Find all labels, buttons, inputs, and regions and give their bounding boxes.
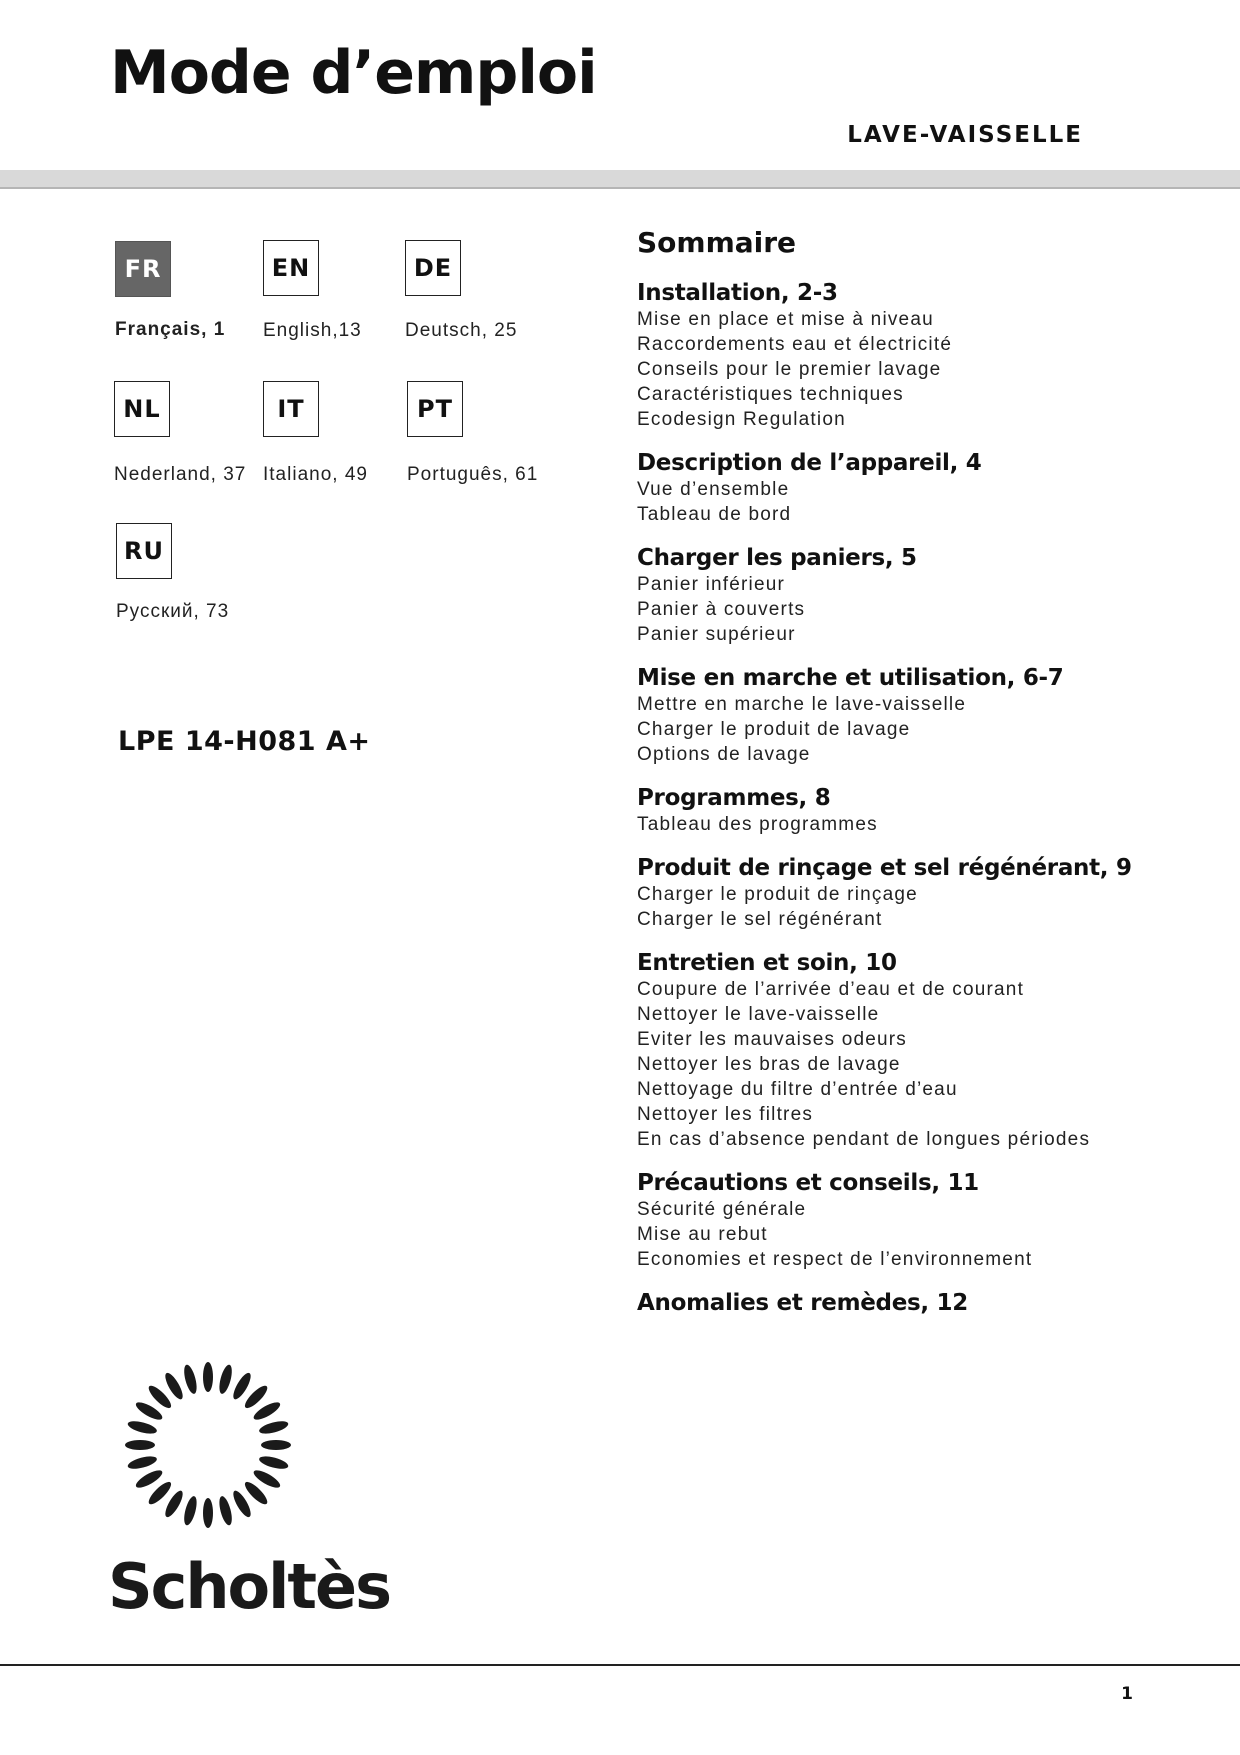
toc-title: Sommaire (637, 226, 797, 259)
sun-ray (258, 1454, 290, 1471)
toc-item: Eviter les mauvaises odeurs (637, 1029, 908, 1050)
toc-heading[interactable]: Description de l’appareil, 4 (637, 450, 982, 476)
lang-code: RU (116, 523, 172, 579)
toc-heading[interactable]: Produit de rinçage et sel régénérant, 9 (637, 855, 1132, 881)
toc-section (637, 544, 1197, 647)
sun-ray (217, 1364, 234, 1396)
toc-heading[interactable]: Précautions et conseils, 11 (637, 1170, 979, 1196)
toc-item: Sécurité générale (637, 1199, 807, 1220)
toc-heading[interactable]: Anomalies et remèdes, 12 (637, 1290, 968, 1316)
sun-ray (217, 1495, 234, 1527)
sun-ray (127, 1454, 159, 1471)
lang-ru[interactable] (116, 523, 230, 622)
toc-section (637, 854, 1197, 932)
toc-section (637, 949, 1197, 1152)
lang-label: English,13 (263, 320, 362, 341)
toc-item: Economies et respect de l’environnement (637, 1249, 1033, 1270)
toc-section (637, 449, 1197, 527)
lang-code: DE (405, 240, 461, 296)
lang-code: NL (114, 381, 170, 437)
lang-code: EN (263, 240, 319, 296)
sun-ray (203, 1362, 213, 1392)
sun-ray (125, 1440, 155, 1450)
toc-section (637, 784, 1197, 837)
toc-section (637, 1169, 1197, 1272)
lang-pt[interactable] (407, 381, 539, 485)
toc-item: Caractéristiques techniques (637, 384, 904, 405)
lang-code: FR (115, 241, 171, 297)
toc-item: Nettoyer les filtres (637, 1104, 814, 1125)
lang-it[interactable] (263, 381, 368, 485)
sun-ray (182, 1364, 199, 1396)
toc-item: Options de lavage (637, 744, 811, 765)
toc-item: Charger le produit de rinçage (637, 884, 918, 905)
sun-ray (258, 1419, 290, 1436)
brand-logo (108, 1345, 390, 1625)
toc-item: Mise en place et mise à niveau (637, 309, 934, 330)
sun-ray (182, 1495, 199, 1527)
toc-item: Conseils pour le premier lavage (637, 359, 942, 380)
brand-name: Scholtès (108, 1550, 390, 1623)
lang-de[interactable] (405, 240, 518, 341)
product-category: LAVE-VAISSELLE (847, 122, 1083, 148)
page-title: Mode d’emploi (110, 38, 597, 108)
lang-code: PT (407, 381, 463, 437)
toc-section (637, 279, 1197, 432)
toc-item: Nettoyer les bras de lavage (637, 1054, 901, 1075)
toc-heading[interactable]: Programmes, 8 (637, 785, 831, 811)
toc-item: Charger le sel régénérant (637, 909, 883, 930)
toc-section (637, 664, 1197, 767)
lang-en[interactable] (263, 240, 362, 341)
toc-item: Mettre en marche le lave-vaisselle (637, 694, 967, 715)
toc-item: Tableau des programmes (637, 814, 878, 835)
toc-item: Tableau de bord (637, 504, 792, 525)
toc-item: Nettoyer le lave-vaisselle (637, 1004, 880, 1025)
toc-item: Panier supérieur (637, 624, 796, 645)
sun-burst-icon (108, 1345, 308, 1545)
footer-rule (0, 1664, 1240, 1666)
toc-section (637, 1289, 1197, 1317)
toc-item: Panier à couverts (637, 599, 806, 620)
toc-heading[interactable]: Installation, 2-3 (637, 280, 838, 306)
toc-heading[interactable]: Charger les paniers, 5 (637, 545, 917, 571)
toc-item: Nettoyage du filtre d’entrée d’eau (637, 1079, 958, 1100)
toc-item: Vue d’ensemble (637, 479, 790, 500)
toc-item: Charger le produit de lavage (637, 719, 911, 740)
lang-fr[interactable] (115, 241, 226, 340)
toc-item: Raccordements eau et électricité (637, 334, 953, 355)
toc-item: Mise au rebut (637, 1224, 768, 1245)
toc-item: Panier inférieur (637, 574, 786, 595)
sun-ray (203, 1498, 213, 1528)
toc-item: En cas d’absence pendant de longues périodes (637, 1129, 1091, 1150)
lang-label: Français, 1 (115, 319, 226, 340)
toc-item: Coupure de l’arrivée d’eau et de courant (637, 979, 1025, 1000)
lang-nl[interactable] (114, 381, 247, 485)
header-band (0, 170, 1240, 189)
sun-ray (127, 1419, 159, 1436)
lang-label: Русский, 73 (116, 601, 230, 622)
sun-ray (261, 1440, 291, 1450)
lang-label: Deutsch, 25 (405, 320, 518, 341)
model-number: LPE 14-H081 A+ (118, 726, 371, 757)
page-number: 1 (1121, 1684, 1133, 1704)
lang-code: IT (263, 381, 319, 437)
table-of-contents (637, 226, 1197, 1334)
toc-heading[interactable]: Mise en marche et utilisation, 6-7 (637, 665, 1064, 691)
toc-heading[interactable]: Entretien et soin, 10 (637, 950, 897, 976)
lang-label: Português, 61 (407, 464, 539, 485)
toc-item: Ecodesign Regulation (637, 409, 846, 430)
lang-label: Italiano, 49 (263, 464, 368, 485)
lang-label: Nederland, 37 (114, 464, 247, 485)
